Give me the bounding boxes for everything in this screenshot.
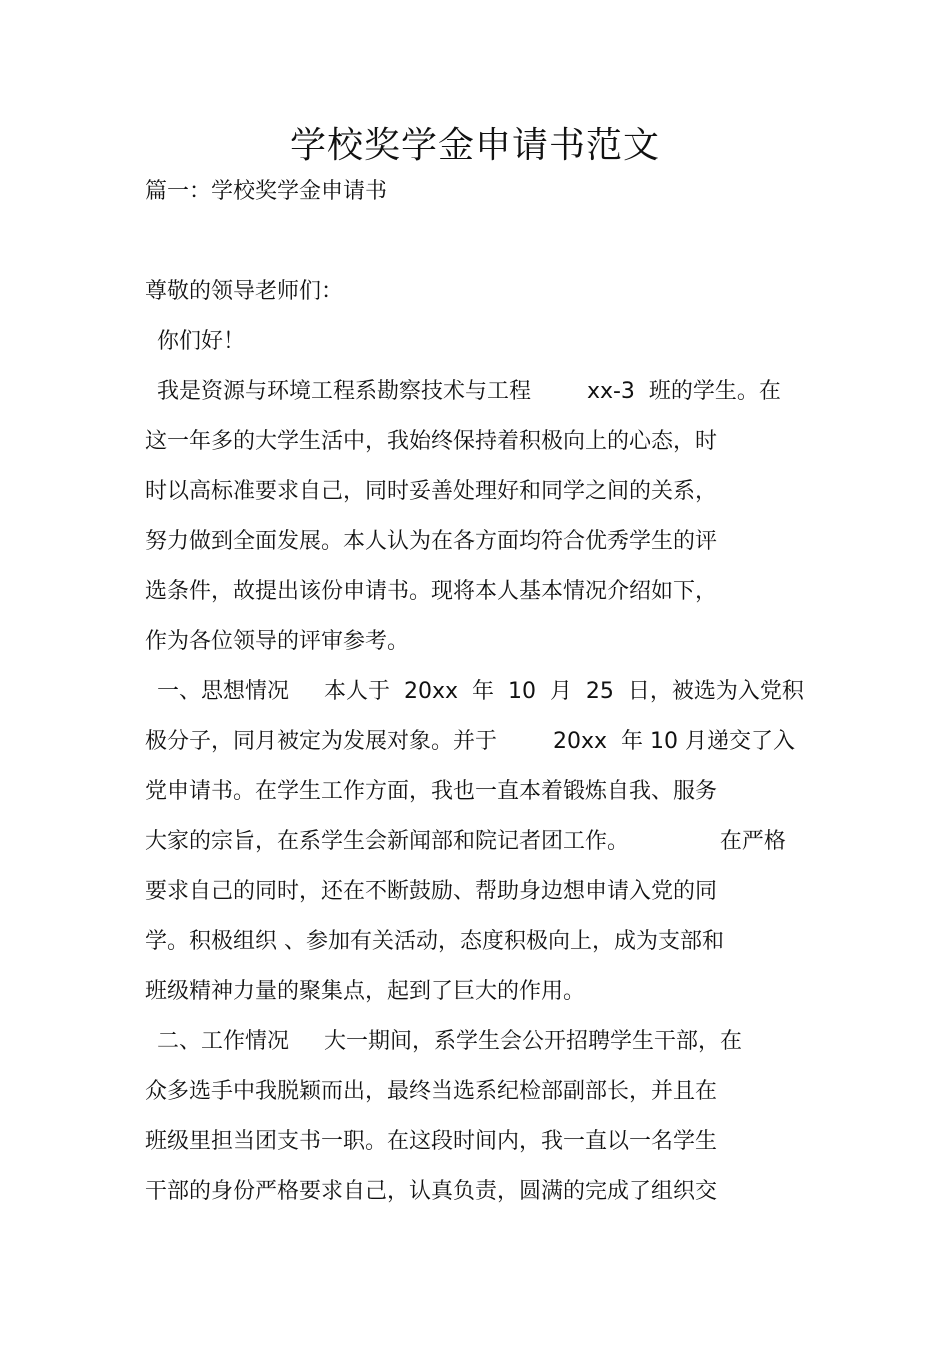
body-line: 大家的宗旨，在系学生会新闻部和院记者团工作。 在严格 (145, 829, 786, 854)
body-line: 学。积极组织 、参加有关活动，态度积极向上，成为支部和 (145, 929, 724, 954)
body-line: 作为各位领导的评审参考。 (145, 629, 410, 654)
body-line: 选条件，故提出该份申请书。现将本人基本情况介绍如下， (145, 579, 718, 604)
salutation: 尊敬的领导老师们： (145, 279, 344, 304)
subtitle: 篇一：学校奖学金申请书 (145, 179, 388, 204)
body-line: 努力做到全面发展。本人认为在各方面均符合优秀学生的评 (145, 529, 718, 554)
body-line: 众多选手中我脱颖而出，最终当选系纪检部副部长，并且在 (145, 1079, 718, 1104)
body-line: 这一年多的大学生活中，我始终保持着积极向上的心态，时 (145, 429, 718, 454)
body-line: 党申请书。在学生工作方面，我也一直本着锻炼自我、服务 (145, 779, 718, 804)
section-work-line: 二、工作情况 大一期间，系学生会公开招聘学生干部，在 (157, 1029, 742, 1054)
body-line: 干部的身份严格要求自己，认真负责，圆满的完成了组织交 (145, 1179, 718, 1204)
greeting: 你们好！ (157, 329, 246, 354)
body-line: 时以高标准要求自己，同时妥善处理好和同学之间的关系， (145, 479, 718, 504)
section-thought-line: 一、思想情况 本人于 20xx 年 10 月 25 日，被选为入党积 (157, 679, 804, 704)
body-line: 班级里担当团支书一职。在这段时间内，我一直以一名学生 (145, 1129, 718, 1154)
body-line: 极分子，同月被定为发展对象。并于 20xx 年 10 月递交了入 (145, 729, 795, 754)
body-line: 班级精神力量的聚集点，起到了巨大的作用。 (145, 979, 586, 1004)
body-line: 要求自己的同时，还在不断鼓励、帮助身边想申请入党的同 (145, 879, 718, 904)
body-line: 我是资源与环境工程系勘察技术与工程 xx-3 班的学生。在 (157, 379, 781, 404)
document-title: 学校奖学金申请书范文 (289, 125, 660, 166)
